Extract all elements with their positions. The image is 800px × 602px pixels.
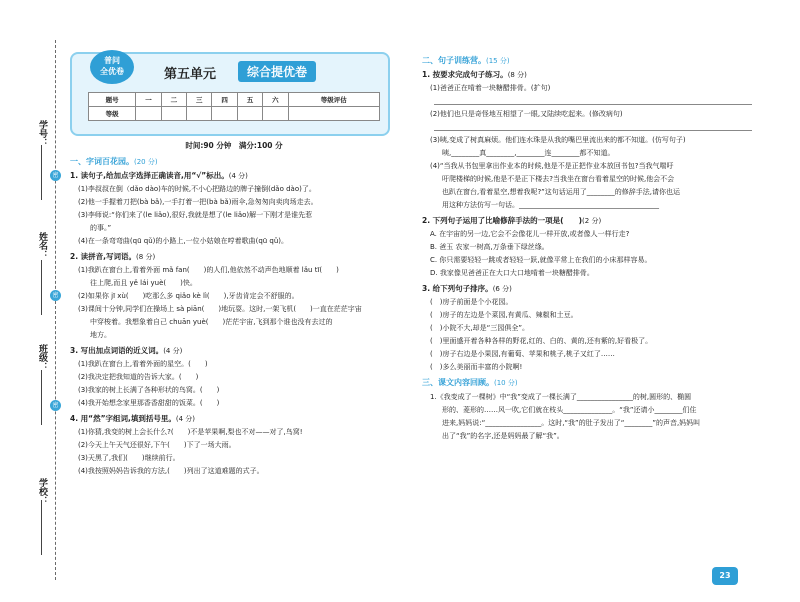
question-stem bbox=[70, 170, 398, 181]
option-line[interactable]: D. 我家像见爸爸正在大口大口地啃着一块糖醋排骨。 bbox=[430, 269, 594, 277]
score-table-grade-row bbox=[89, 107, 380, 121]
question-text: 3. 写出加点词语的近义词。 bbox=[70, 346, 164, 355]
question-line[interactable]: 咦,________真________,________连________都不知道。 bbox=[442, 149, 615, 157]
question-text: 3. 给下列句子排序。 bbox=[422, 284, 493, 293]
question-line: 出了“我”的名字,还是妈妈最了解“我”。 bbox=[442, 432, 564, 440]
class-label: 班级： bbox=[37, 344, 47, 371]
question-line[interactable]: (1)你猜,我变的树上会长什么?( )不是苹果啊,梨也不对——对了,鸟窝! bbox=[78, 428, 303, 436]
question-line[interactable]: (3)我家的树上长满了各种形状的鸟窝。( ) bbox=[78, 386, 220, 394]
name-label: 姓名： bbox=[37, 232, 47, 259]
question-line: 的事。” bbox=[90, 224, 112, 232]
score-cell: 六 bbox=[263, 93, 288, 107]
question-points: (4 分) bbox=[175, 415, 196, 423]
section-title-text: 二、句子训练营。 bbox=[422, 56, 486, 65]
question-line[interactable]: 往上爬,而且 yě lái yuè( )快。 bbox=[90, 279, 197, 287]
order-line[interactable]: ( )小院不大,却是“三园俱全”。 bbox=[430, 324, 529, 332]
score-cell: 题号 bbox=[89, 93, 136, 107]
logo-text: 全优卷 bbox=[100, 67, 124, 76]
question-points: (4 分) bbox=[228, 172, 248, 180]
left-column bbox=[70, 52, 398, 478]
student-id-write-line bbox=[41, 145, 42, 200]
question-line[interactable]: (2)如果你 jī xù( )吃那么多 qiǎo kè lì( ),牙齿肯定会不舒服的。 bbox=[78, 292, 299, 300]
score-table-header-row bbox=[89, 93, 380, 107]
question-line[interactable]: (3)李师说:“你们来了(le liǎo),很好,我就是想了(le liǎo)解一下刚才是谁先惹 bbox=[78, 211, 313, 219]
answer-line[interactable] bbox=[434, 98, 752, 105]
unit-title: 第五单元 bbox=[164, 67, 217, 82]
binding-dashed-line bbox=[55, 40, 56, 580]
question-line: (1)爸爸正在啃着一块糖醋排骨。(扩句) bbox=[430, 84, 551, 92]
question-stem bbox=[70, 251, 398, 262]
section-title bbox=[70, 156, 398, 167]
question-line[interactable]: (1)我趴在窗台上,看着外面的星空。( ) bbox=[78, 360, 208, 368]
score-cell: 等级评估 bbox=[288, 93, 379, 107]
question-line[interactable]: 用这种方法仿写一句话。________________________________________ bbox=[442, 201, 659, 209]
score-cell[interactable] bbox=[187, 107, 212, 121]
section-title-text: 三、课文内容回顾。 bbox=[422, 378, 494, 387]
score-cell[interactable] bbox=[136, 107, 161, 121]
score-cell: 二 bbox=[161, 93, 186, 107]
question-line[interactable]: (4)我开始想念家里那香香甜甜的饭菜。( ) bbox=[78, 399, 220, 407]
question-line[interactable]: (2)我决定把我知道的告诉大家。( ) bbox=[78, 373, 199, 381]
question-line[interactable]: 1.《我变成了一棵树》中“我”变成了一棵长满了________________的树,圆形的、椭圆 bbox=[430, 393, 692, 401]
name-write-line bbox=[41, 260, 42, 315]
question-line[interactable]: (4)我按照妈妈告诉我的方法,( )列出了这道难题的式子。 bbox=[78, 467, 264, 475]
score-table bbox=[88, 92, 380, 121]
option-line[interactable]: B. 爸玉 农家一树高,万条垂下绿丝绦。 bbox=[430, 243, 549, 251]
score-cell: 四 bbox=[212, 93, 237, 107]
question-text: 4. 用“然”字组词,填到括号里。 bbox=[70, 414, 176, 423]
exam-header bbox=[70, 52, 390, 136]
question-stem bbox=[422, 69, 754, 80]
school-label: 学校： bbox=[37, 478, 47, 505]
question-line: (4)“当我从书包里拿出作业本的时候,他是不是正把作业本放回书包?当我气喘吁 bbox=[430, 162, 674, 170]
question-points: (8 分) bbox=[136, 253, 156, 261]
section-points: (20 分) bbox=[134, 158, 158, 166]
question-line[interactable]: 也趴在窗台,看着星空,想着我呢?”这句话运用了________的修辞手法,请你也运 bbox=[442, 188, 681, 196]
question-line[interactable]: (3)天黑了,我们( )继续前行。 bbox=[78, 454, 180, 462]
question-points: (6 分) bbox=[492, 285, 512, 293]
order-line[interactable]: ( )房子前面是个小花园。 bbox=[430, 298, 513, 306]
section-title bbox=[422, 377, 754, 388]
score-cell: 五 bbox=[237, 93, 262, 107]
question-stem bbox=[422, 215, 754, 226]
section-title bbox=[422, 55, 754, 66]
question-text: 1. 按要求完成句子练习。 bbox=[422, 70, 508, 79]
seal-mark: 密 bbox=[50, 170, 61, 181]
question-stem bbox=[422, 283, 754, 294]
score-cell[interactable] bbox=[161, 107, 186, 121]
question-line: (2)他们也只是奇怪地互相望了一眼,又陆续吃起来。(修改病句) bbox=[430, 110, 623, 118]
option-line[interactable]: A. 在宇宙的另一边,它会不会像花儿一样开放,或者像人一样行走? bbox=[430, 230, 630, 238]
question-line[interactable]: (4)在一条弯弯曲(qū qǔ)的小路上,一位小姑娘在哼着歌曲(qū qǔ)。 bbox=[78, 237, 289, 245]
question-line: 地方。 bbox=[90, 331, 111, 339]
question-line[interactable]: 中穿梭着。我想象着自己 chuān yuè( )茫茫宇宙,飞到那个谁也没有去过的 bbox=[90, 318, 333, 326]
question-line[interactable]: (2)今天上午天气还很好,下午( )下了一场大雨。 bbox=[78, 441, 236, 449]
class-write-line bbox=[41, 370, 42, 425]
unit-subtitle: 综合提优卷 bbox=[238, 61, 316, 82]
question-text: 1. 读句子,给加点字选择正确读音,用“√”标出。 bbox=[70, 171, 229, 180]
question-line[interactable]: (1)李叔叔在倒（dǎo dào)车的时候,不小心把路边的牌子撞倒(dǎo dào)了。 bbox=[78, 185, 316, 193]
school-write-line bbox=[41, 500, 42, 555]
section-points: (10 分) bbox=[494, 379, 518, 387]
section-title-text: 一、字词百花园。 bbox=[70, 157, 134, 166]
question-text: 2. 读拼音,写词语。 bbox=[70, 252, 137, 261]
score-cell[interactable] bbox=[263, 107, 288, 121]
seal-mark: 密 bbox=[50, 400, 61, 411]
question-line: (3)咦,变成了树真麻烦。他们连水珠是从我的嘴巴里流出来的都不知道。(仿写句子) bbox=[430, 136, 686, 144]
question-points: (8 分) bbox=[507, 71, 527, 79]
order-line[interactable]: ( )房子右边是小果园,有葡萄、苹果和桃子,桃子又红了…… bbox=[430, 350, 615, 358]
score-cell: 等级 bbox=[89, 107, 136, 121]
question-line[interactable]: (1)我趴在窗台上,看着外面 mǎ fan( )的人们,他依然不动声色地顺着 lǎu tī( ) bbox=[78, 266, 339, 274]
order-line[interactable]: ( )多么美丽而丰富的小院啊! bbox=[430, 363, 523, 371]
question-points: (2 分) bbox=[582, 217, 602, 225]
question-text: 2. 下列句子运用了比喻修辞手法的一项是( ) bbox=[422, 216, 583, 225]
question-line: 吁爬楼梯的时候,他是不是正下楼去?当我坐在窗台看着星空的时候,他会不会 bbox=[442, 175, 675, 183]
student-id-label: 学号： bbox=[37, 120, 47, 147]
right-column bbox=[422, 52, 754, 443]
seal-mark: 密 bbox=[50, 290, 61, 301]
question-line[interactable]: 进来,妈妈说:“________________。这时,“我”的肚子发出了“________”的声音,妈妈叫 bbox=[442, 419, 701, 427]
score-cell[interactable] bbox=[288, 107, 379, 121]
question-stem bbox=[70, 413, 398, 424]
order-line[interactable]: ( )房子的左边是个菜园,有黄瓜、辣椒和土豆。 bbox=[430, 311, 578, 319]
order-line[interactable]: ( )里面盛开着各种各样的野花,红的、白的、黄的,还有紫的,好看极了。 bbox=[430, 337, 653, 345]
question-points: (4 分) bbox=[163, 347, 183, 355]
binding-sidebar bbox=[0, 0, 64, 602]
answer-line[interactable] bbox=[434, 124, 752, 131]
time-and-score: 时间:90 分钟 满分:100 分 bbox=[185, 141, 283, 150]
question-stem bbox=[70, 345, 398, 356]
question-line[interactable]: 形的、菱形的……风一吹,它们就在枝头______________。“我”还请小________们住 bbox=[442, 406, 697, 414]
score-cell: 三 bbox=[187, 93, 212, 107]
section-points: (15 分) bbox=[486, 57, 510, 65]
option-line[interactable]: C. 你只需要轻轻一跳或者轻轻一跃,就像平常上在我们的小床那样容易。 bbox=[430, 256, 652, 264]
score-cell[interactable] bbox=[212, 107, 237, 121]
question-line[interactable]: (2)他一手握着刀把(bà bǎ),一手打着一把(bà bǎ)雨伞,急匆匆向卖肉场走去。 bbox=[78, 198, 318, 206]
brand-logo bbox=[90, 50, 134, 84]
question-line[interactable]: (3)课间十分钟,同学们在操场上 sà piān( )地玩耍。这时,一架飞机( )一直在茫茫宇宙 bbox=[78, 305, 362, 313]
logo-text: 普问 bbox=[104, 56, 120, 65]
page-number: 23 bbox=[712, 567, 738, 585]
score-cell[interactable] bbox=[237, 107, 262, 121]
score-cell: 一 bbox=[136, 93, 161, 107]
